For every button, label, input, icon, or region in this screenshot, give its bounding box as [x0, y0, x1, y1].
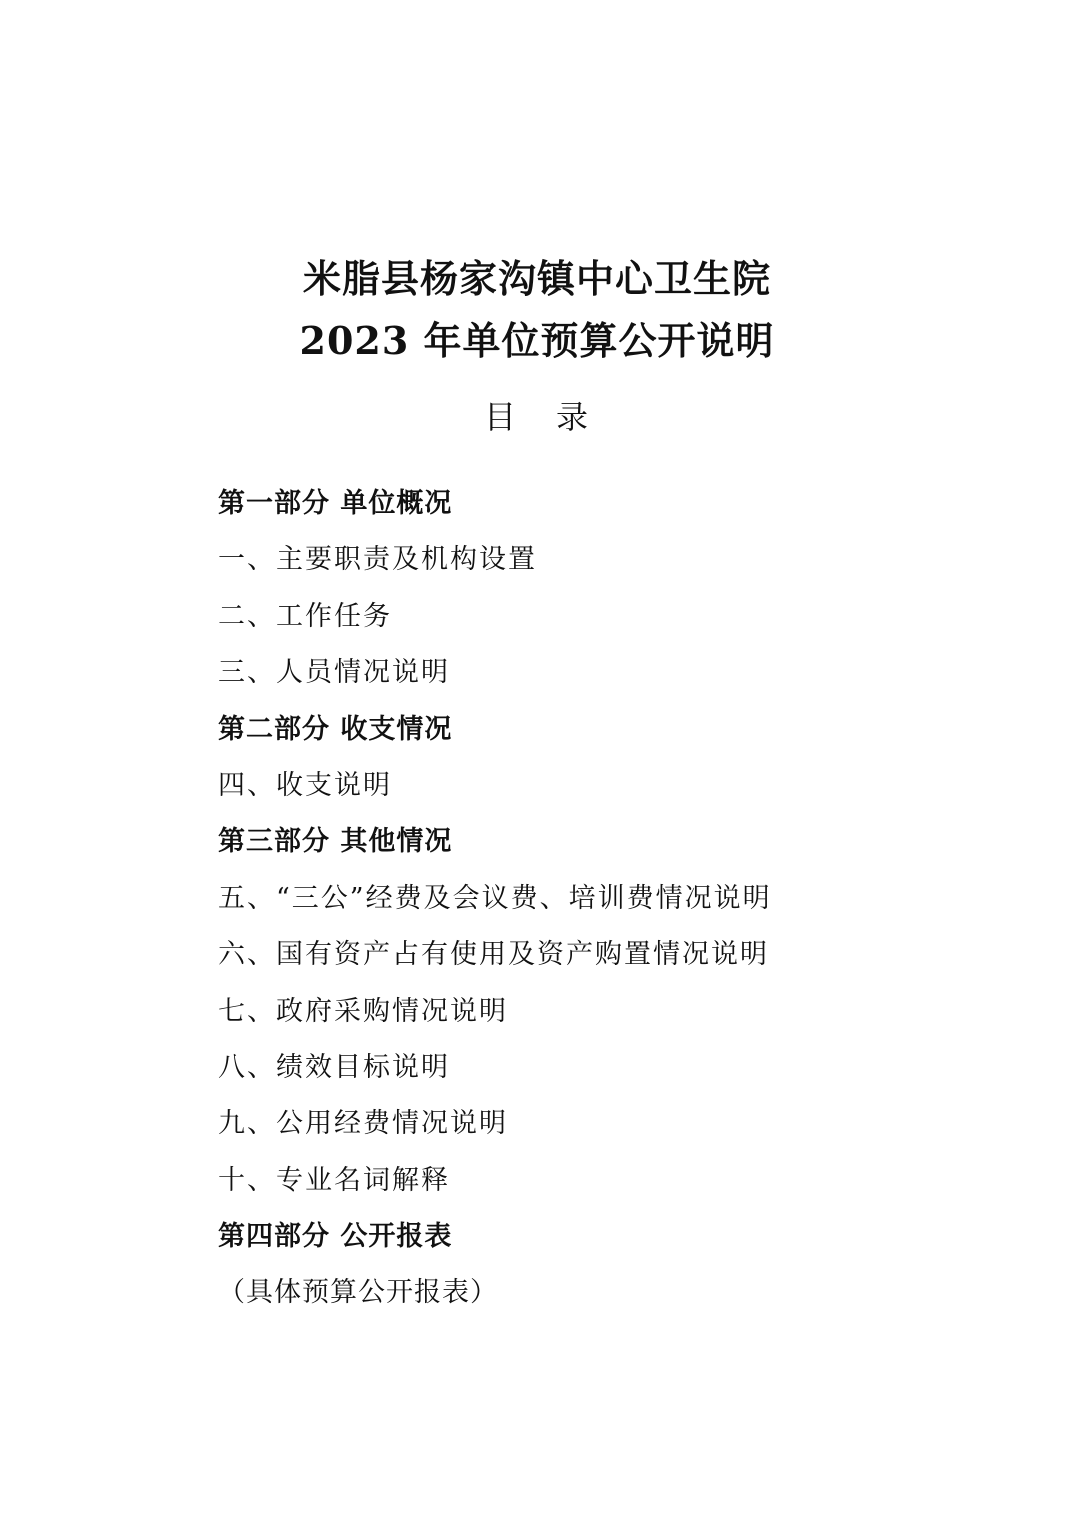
toc-part-heading: 第三部分 其他情况: [218, 826, 453, 858]
toc-entry: 八、绩效目标说明: [218, 1051, 450, 1083]
toc-heading-left: 目: [483, 398, 518, 436]
toc-part-heading: 第一部分 单位概况: [218, 488, 453, 519]
toc-entry: 九、公用经费情况说明: [218, 1108, 508, 1140]
toc-entry: 十、专业名词解释: [218, 1164, 450, 1196]
toc-entry: 五、“三公”经费及会议费、培训费情况说明: [218, 882, 772, 914]
toc-heading: [0, 392, 1074, 442]
toc-heading-right: 录: [556, 398, 591, 436]
document-title: [0, 248, 1074, 372]
toc-entry: 二、工作任务: [218, 600, 392, 632]
toc-entry: （具体预算公开报表）: [218, 1277, 498, 1309]
table-of-contents: [218, 476, 978, 1322]
toc-entry: 一、主要职责及机构设置: [218, 544, 537, 576]
title-line-1: 米脂县杨家沟镇中心卫生院: [302, 256, 771, 301]
toc-entry: 七、政府采购情况说明: [218, 995, 508, 1027]
toc-entry: 三、人员情况说明: [218, 657, 450, 689]
title-line-2: 2023 年单位预算公开说明: [299, 318, 775, 363]
toc-entry: 四、收支说明: [218, 769, 392, 801]
toc-part-heading: 第四部分 公开报表: [218, 1221, 453, 1253]
toc-part-heading: 第二部分 收支情况: [218, 713, 453, 745]
toc-entry: 六、国有资产占有使用及资产购置情况说明: [218, 939, 769, 971]
